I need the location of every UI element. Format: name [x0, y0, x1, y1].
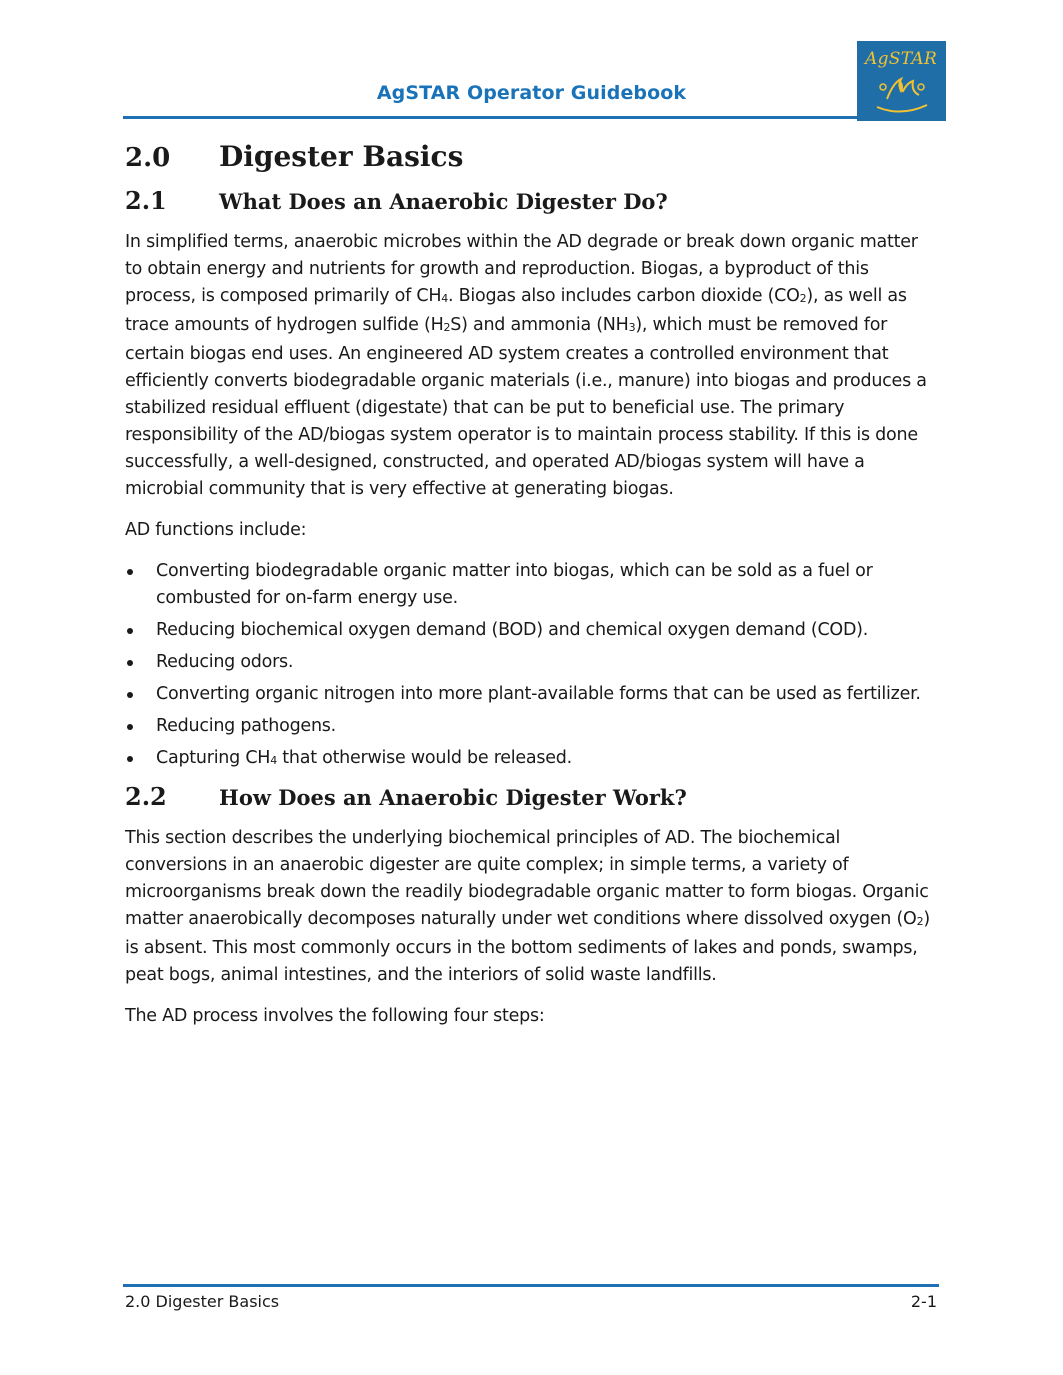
paragraph-ad-functions-intro: AD functions include: — [125, 520, 307, 540]
list-item: Converting organic nitrogen into more plant-available forms that can be used as fertilizer. — [125, 681, 935, 708]
bullet-icon — [127, 628, 133, 634]
paragraph-ad-principles: This section describes the underlying biochemical principles of AD. The biochemical conversions in an anaerobic digester are quite complex; in simple terms, a variety of microorganisms break down the readily biodegradable organic matter to form biogas. Organic matter anaerobically decomposes naturally under wet conditions where dissolved oxygen $(O_2)$ is absent. This most commonly occurs in the bottom sediments of lakes and ponds, swamps, peat bogs, animal intestines, and the interiors of solid waste landfills. — [125, 828, 930, 985]
header-title: AgSTAR Operator Guidebook — [376, 82, 687, 104]
subsection-title: How Does an Anaerobic Digester Work? — [219, 785, 687, 810]
section-number: 2.0 — [125, 143, 171, 173]
agstar-logo — [857, 41, 946, 121]
subsection-number: 2.2 — [125, 782, 167, 811]
subsection-heading-2-1 — [125, 186, 935, 215]
bullet-icon — [127, 569, 133, 575]
footer-page-number: 2-1 — [910, 1292, 937, 1311]
paragraph-ad-steps-intro: The AD process involves the following four steps: — [125, 1006, 545, 1026]
logo-text: AgSTAR — [865, 49, 938, 69]
list-item: Converting biodegradable organic matter into biogas, which can be sold as a fuel or combusted for on-farm energy use. — [125, 558, 935, 612]
bullet-icon — [127, 692, 133, 698]
bullet-icon — [127, 756, 133, 762]
logo-emblem-icon — [857, 41, 946, 121]
ad-functions-list — [125, 558, 935, 774]
subsection-heading-2-2 — [125, 782, 935, 811]
list-item: Reducing pathogens. — [125, 713, 935, 740]
footer-rule — [123, 1284, 939, 1287]
subsection-number: 2.1 — [125, 186, 167, 215]
list-item: Capturing $CH_4$ that otherwise would be released. — [125, 745, 935, 774]
list-item: Reducing biochemical oxygen demand (BOD) and chemical oxygen demand (COD). — [125, 617, 935, 644]
subsection-title: What Does an Anaerobic Digester Do? — [219, 189, 668, 214]
bullet-icon — [127, 724, 133, 730]
bullet-icon — [127, 660, 133, 666]
list-item: Reducing odors. — [125, 649, 935, 676]
section-title: Digester Basics — [219, 140, 464, 173]
footer-section-label: 2.0 Digester Basics — [125, 1292, 280, 1311]
main-content — [125, 140, 935, 1030]
section-heading — [125, 140, 935, 180]
paragraph-ad-overview: In simplified terms, anaerobic microbes within the AD degrade or break down organic matter to obtain energy and nutrients for growth and reproduction. Biogas, a byproduct of this process, is composed primarily of $CH_4$. Biogas also includes carbon dioxide $(CO_2)$, as well as trace amounts of hydrogen sulfide $(H_2S)$ and ammonia $(NH_3)$, which must be removed for certain biogas end uses. An engineered AD system creates a controlled environment that efficiently converts biodegradable organic materials (i.e., manure) into biogas and produces a stabilized residual effluent (digestate) that can be put to beneficial use. The primary responsibility of the AD/biogas system operator is to maintain process stability. If this is done successfully, a well-designed, constructed, and operated AD/biogas system will have a microbial community that is very effective at generating biogas. — [125, 232, 927, 499]
header-rule — [123, 116, 939, 119]
